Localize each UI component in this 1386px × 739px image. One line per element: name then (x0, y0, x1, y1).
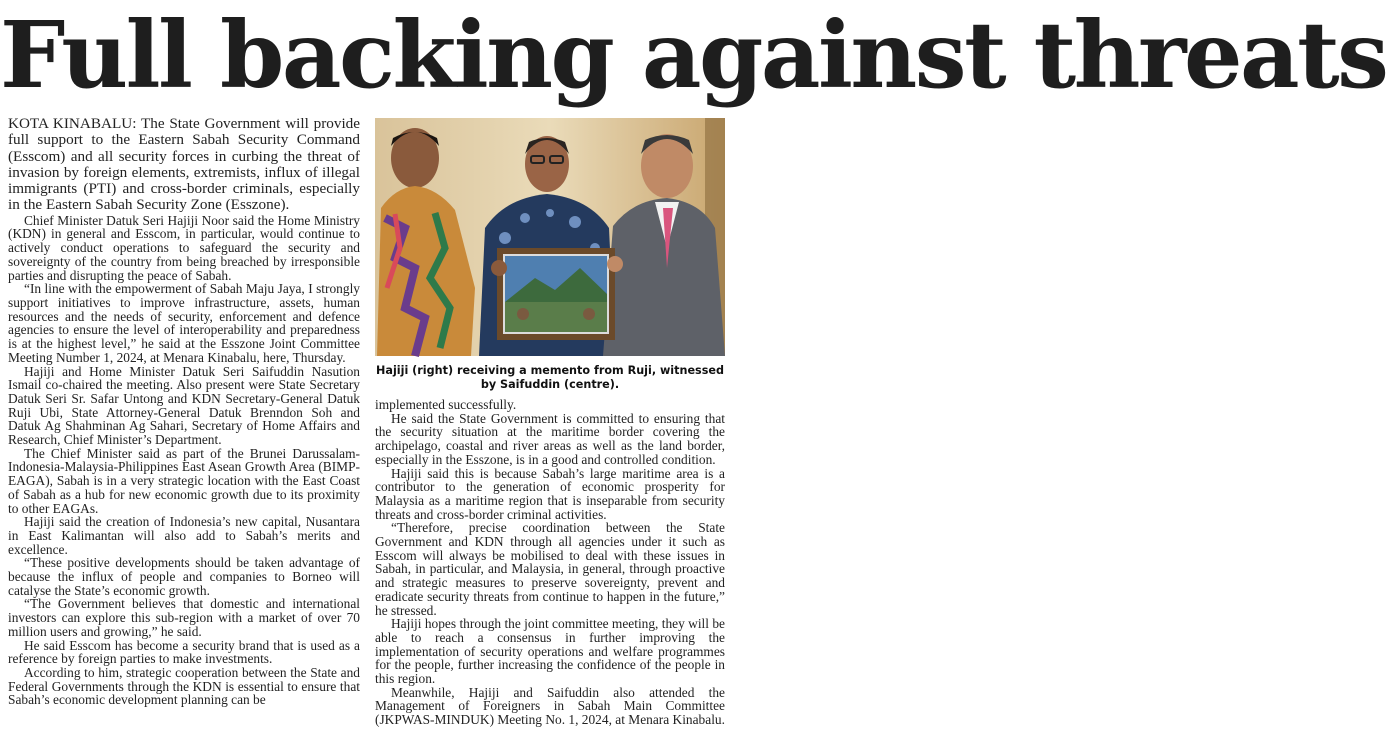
body-paragraph: Hajiji said the creation of Indonesia’s new capital, Nusantara in East Kalimantan will also add to Sabah’s merits and excellence. (8, 514, 360, 557)
lead-paragraph: KOTA KINABALU: The State Government will provide full support to the Eastern Sabah Security Command (Esscom) and all security forces in curbing the threat of invasion by foreign elements, extremists, influx of illegal immigrants (PTI) and cross-border criminals, especially in the Eastern Sabah Security Zone (Esszone). (8, 115, 360, 214)
body-paragraph: He said Esscom has become a security brand that is used as a reference by foreign parties to make investments. (8, 637, 360, 667)
body-paragraph: “In line with the empowerment of Sabah Maju Jaya, I strongly support initiatives to improve infrastructure, assets, human resources and the needs of security, enforcement and defence agencies to ensure the level of interoperability and preparedness is at the highest level,” he said at the Esszone Joint Committee Meeting Number 1, 2024, at Menara Kinabalu, here, Thursday. (8, 281, 360, 365)
body-paragraph: “The Government believes that domestic and international investors can explore this sub-region with a market of over 70 million users and growing,” he said. (8, 596, 360, 639)
headline: Full backing against threats (0, 1, 1386, 109)
article-column-left (8, 116, 360, 707)
hand-left (491, 260, 507, 276)
body-paragraph: Hajiji and Home Minister Datuk Seri Saifuddin Nasution Ismail co-chaired the meeting. Also present were State Secretary Datuk Seri Sr. Safar Untong and KDN Secretary-General Datuk Ruji Ubi, State Attorney-General Datuk Brenndon Soh and Datuk Ag Shahminan Ag Sahari, Secretary of Home Affairs and Research, Chief Minister’s Department. (8, 363, 360, 448)
body-paragraph: Chief Minister Datuk Seri Hajiji Noor said the Home Ministry (KDN) in general and Esscom, in particular, would continue to actively conduct operations to safeguard the security and sovereignty of the country from being breached by irresponsible parties and disrupting the peace of Sabah. (8, 212, 360, 283)
article-column-right (375, 398, 725, 727)
body-paragraph: “Therefore, precise coordination between the State Government and KDN through all agencies under it such as Esscom will always be mobilised to deal with these issues in Sabah, in particular, and Malaysia, in general, through proactive and strategic measures to preserve sovereignty, prevent and eradicate security threats from continue to happen in the future,” he stressed. (375, 520, 725, 618)
news-photo (375, 118, 725, 356)
memento-frame (497, 248, 615, 340)
photo-caption: Hajiji (right) receiving a memento from Ruji, witnessed by Saifuddin (centre). (376, 364, 724, 391)
body-paragraph: Meanwhile, Hajiji and Saifuddin also attended the Management of Foreigners in Sabah Main Committee (JKPWAS-MINDUK) Meeting No. 1, 2024, at Menara Kinabalu. (375, 684, 725, 728)
body-paragraph: According to him, strategic cooperation between the State and Federal Governments through the KDN is essential to ensure that Sabah’s economic development planning can be (8, 664, 360, 708)
body-paragraph: He said the State Government is committed to ensuring that the security situation at the maritime border covering the archipelago, coastal and river areas as well as the land border, especially in the Esszone, is in a good and controlled condition. (375, 410, 725, 467)
body-paragraph: Hajiji said this is because Sabah’s large maritime area is a contributor to the generation of economic prosperity for Malaysia as a maritime region that is inseparable from security threats and cross-border criminal activities. (375, 465, 725, 522)
continuation-paragraph: implemented successfully. (375, 397, 517, 412)
body-paragraph: “These positive developments should be taken advantage of because the influx of people and companies to Borneo will catalyse the State’s economic growth. (8, 555, 360, 598)
photo-illustration (375, 118, 725, 356)
body-paragraph: Hajiji hopes through the joint committee meeting, they will be able to reach a consensus in further improving the implementation of security operations and welfare programmes for the people, further increasing the confidence of the people in this region. (375, 616, 725, 687)
body-paragraph: The Chief Minister said as part of the Brunei Darussalam-Indonesia-Malaysia-Philippines East Asean Growth Area (BIMP-EAGA), Sabah is in a very strategic location with the East Coast of Sabah as a hub for new economic growth due to its proximity to other EAGAs. (8, 445, 360, 516)
hand-right (607, 256, 623, 272)
